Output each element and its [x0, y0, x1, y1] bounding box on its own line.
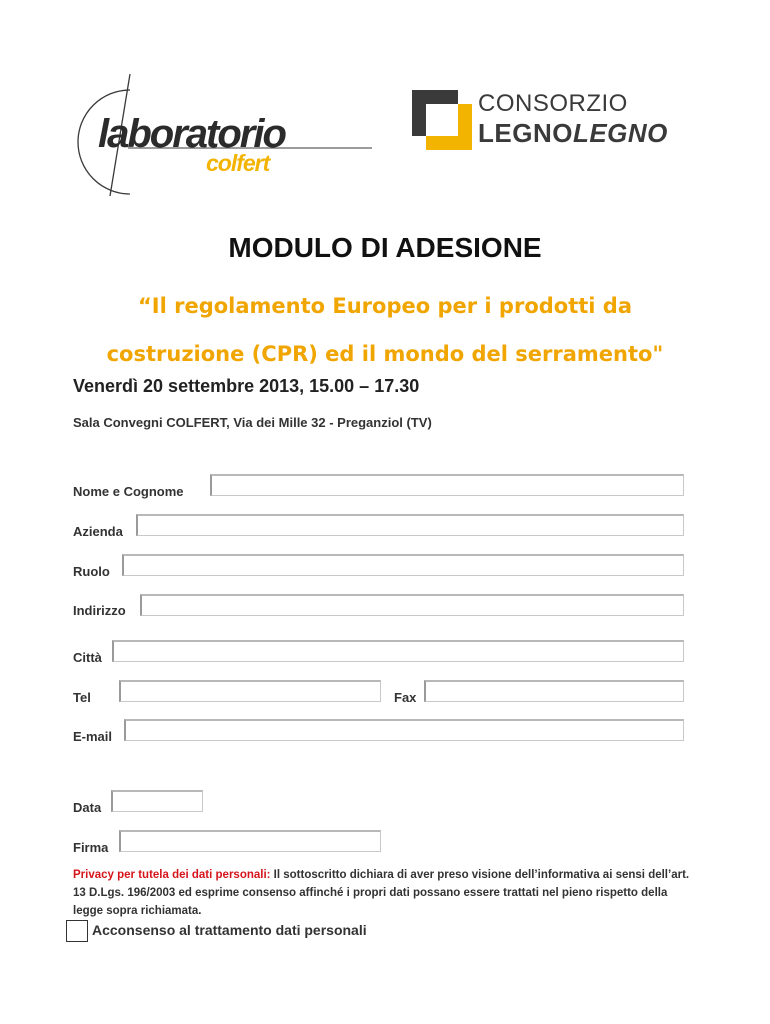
indirizzo-label: Indirizzo — [73, 603, 126, 618]
firma-label: Firma — [73, 840, 109, 855]
tel-label: Tel — [73, 690, 91, 705]
logo-word-consorzio: CONSORZIO — [478, 90, 628, 117]
privacy-text: Il sottoscritto dichiara di aver preso visione dell’informativa ai sensi dell’art. 13 D.Lgs. 196/2003 ed esprime consenso affinché i propri dati possano essere trattati nel pieno rispetto della legge sopra richiamata. — [73, 869, 690, 917]
ruolo-label: Ruolo — [73, 564, 110, 579]
event-subtitle — [60, 282, 710, 378]
consent-checkbox[interactable] — [66, 920, 88, 942]
logo-word-legnolegno — [478, 118, 668, 149]
indirizzo-field[interactable] — [140, 594, 684, 616]
firma-field[interactable] — [119, 830, 381, 852]
azienda-field[interactable] — [136, 514, 684, 536]
fax-label: Fax — [394, 690, 417, 705]
citta-label: Città — [73, 650, 102, 665]
azienda-label: Azienda — [73, 524, 123, 539]
subtitle-line-2: costruzione (CPR) ed il mondo del serramento" — [106, 342, 664, 366]
consorzio-legnolegno-logo — [412, 88, 712, 150]
data-field[interactable] — [111, 790, 203, 812]
data-label: Data — [73, 800, 102, 815]
logo-word-legno-2: LEGNO — [572, 118, 668, 148]
logo-word-legno-1: LEGNO — [478, 118, 573, 148]
fax-field[interactable] — [424, 680, 684, 702]
tel-field[interactable] — [119, 680, 381, 702]
logo-word-colfert: colfert — [206, 150, 270, 176]
privacy-notice — [73, 866, 698, 920]
logo-word-laboratorio: laboratorio — [98, 112, 285, 156]
subtitle-line-1: “Il regolamento Europeo per i prodotti da — [137, 294, 632, 318]
ruolo-field[interactable] — [122, 554, 684, 576]
nome-field[interactable] — [210, 474, 684, 496]
nome-label: Nome e Cognome — [73, 484, 184, 499]
privacy-heading: Privacy per tutela dei dati personali: — [73, 869, 271, 881]
event-venue: Sala Convegni COLFERT, Via dei Mille 32 - Preganziol (TV) — [73, 415, 432, 430]
email-field[interactable] — [124, 719, 684, 741]
logo-square-graphic — [412, 90, 472, 150]
email-label: E-mail — [73, 729, 113, 744]
page-title: MODULO DI ADESIONE — [228, 232, 542, 263]
consent-label: Acconsenso al trattamento dati personali — [92, 922, 367, 938]
laboratorio-colfert-logo — [68, 70, 378, 200]
event-date: Venerdì 20 settembre 2013, 15.00 – 17.30 — [73, 376, 420, 396]
citta-field[interactable] — [112, 640, 684, 662]
